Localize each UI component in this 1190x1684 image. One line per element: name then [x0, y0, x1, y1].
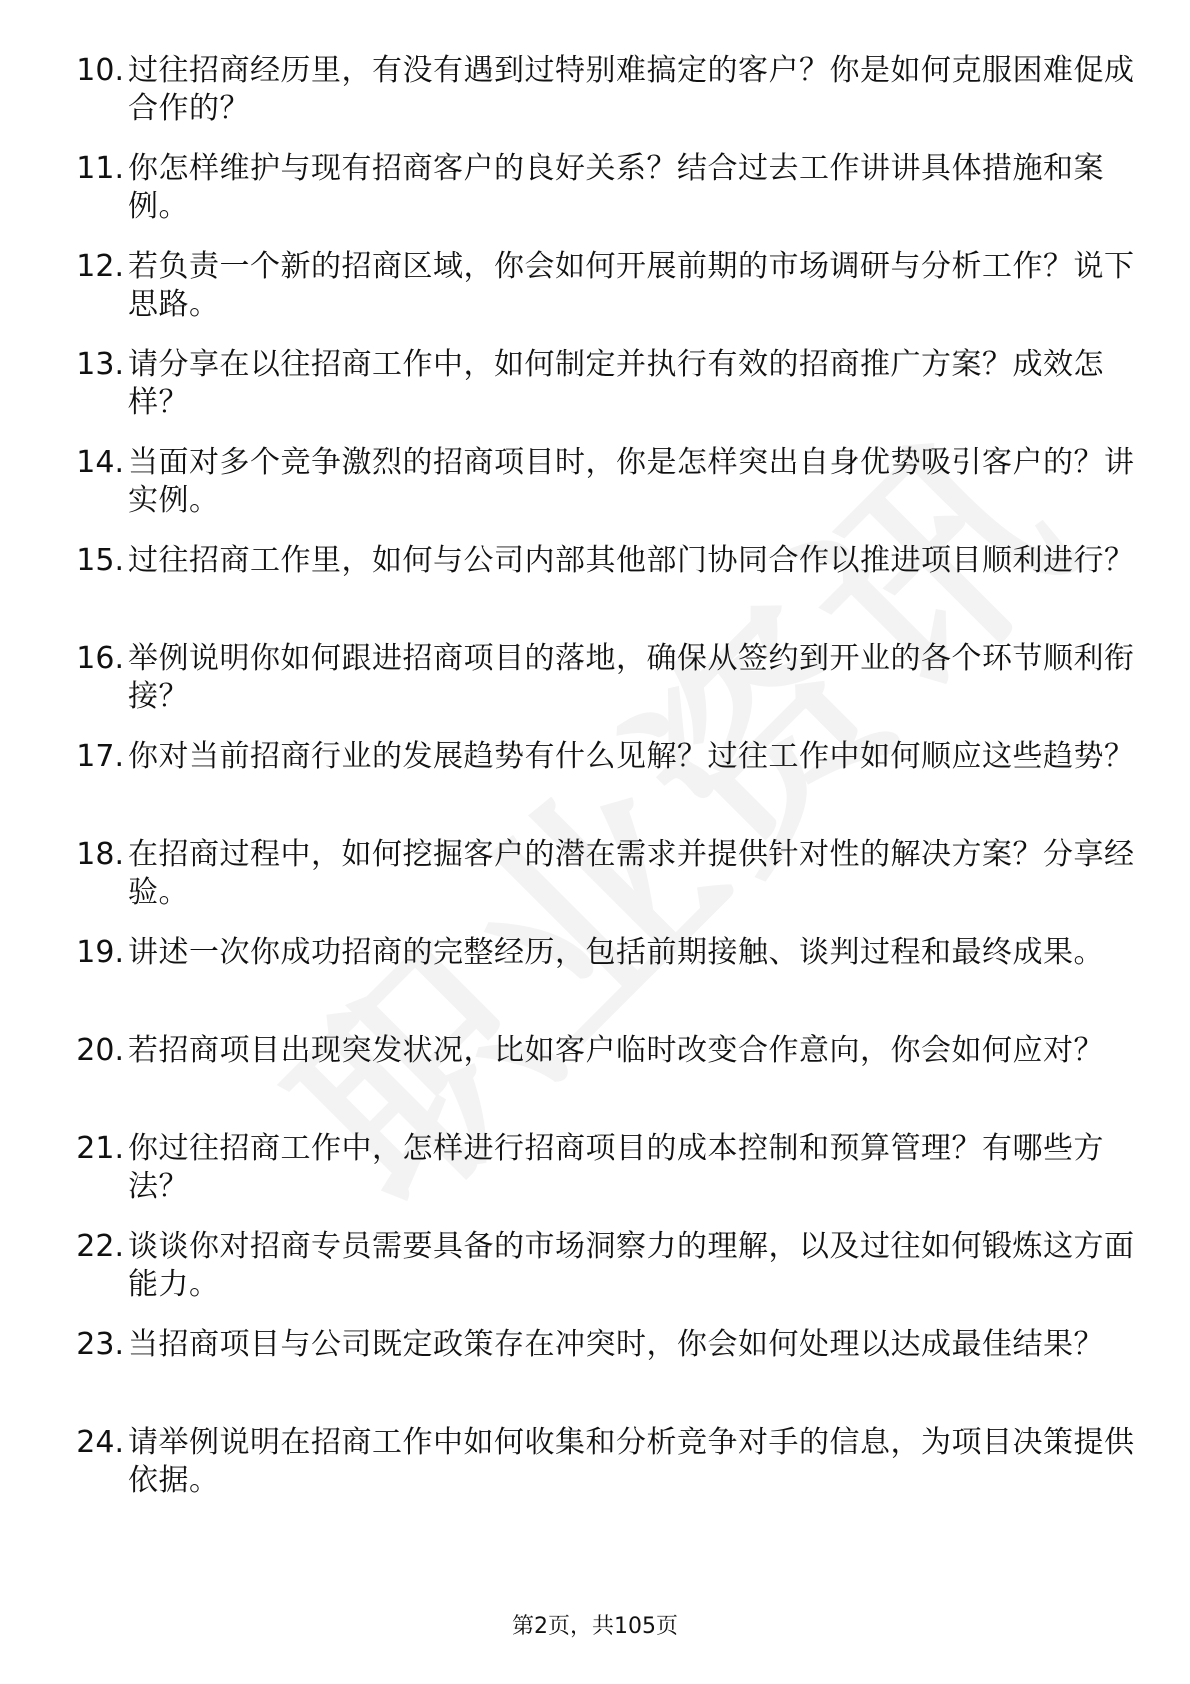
question-item — [58, 836, 1135, 934]
question-text: 过往招商经历里，有没有遇到过特别难搞定的客户？你是如何克服困难促成合作的？ — [128, 53, 1135, 126]
question-text: 谈谈你对招商专员需要具备的市场洞察力的理解，以及过往如何锻炼这方面能力。 — [128, 1229, 1135, 1302]
question-text: 讲述一次你成功招商的完整经历，包括前期接触、谈判过程和最终成果。 — [128, 935, 1104, 970]
question-item — [58, 346, 1118, 444]
question-number: 12. — [76, 249, 124, 284]
question-text: 你过往招商工作中，怎样进行招商项目的成本控制和预算管理？有哪些方法？ — [128, 1131, 1104, 1204]
question-item — [58, 738, 1135, 836]
question-text: 过往招商工作里，如何与公司内部其他部门协同合作以推进项目顺利进行？ — [128, 543, 1135, 578]
question-item — [58, 1130, 1118, 1228]
question-item — [58, 1326, 1118, 1424]
question-number: 19. — [76, 935, 124, 970]
question-text: 当面对多个竞争激烈的招商项目时，你是怎样突出自身优势吸引客户的？讲实例。 — [128, 445, 1135, 518]
question-item — [58, 640, 1135, 738]
question-text: 若负责一个新的招商区域，你会如何开展前期的市场调研与分析工作？说下思路。 — [128, 249, 1135, 322]
question-text: 当招商项目与公司既定政策存在冲突时，你会如何处理以达成最佳结果？ — [128, 1327, 1104, 1362]
question-text: 若招商项目出现突发状况，比如客户临时改变合作意向，你会如何应对？ — [128, 1033, 1104, 1068]
question-number: 24. — [76, 1425, 124, 1460]
question-number: 11. — [76, 151, 124, 186]
question-text: 请举例说明在招商工作中如何收集和分析竞争对手的信息，为项目决策提供依据。 — [128, 1425, 1135, 1498]
question-text: 在招商过程中，如何挖掘客户的潜在需求并提供针对性的解决方案？分享经验。 — [128, 837, 1135, 910]
question-item — [58, 1032, 1118, 1130]
question-item — [58, 934, 1118, 1032]
question-number: 22. — [76, 1229, 124, 1264]
question-item — [58, 1424, 1135, 1522]
question-text: 你对当前招商行业的发展趋势有什么见解？过往工作中如何顺应这些趋势？ — [128, 739, 1135, 774]
question-number: 10. — [76, 53, 124, 88]
question-item — [58, 1228, 1135, 1326]
question-list — [58, 52, 1135, 1522]
question-number: 15. — [76, 543, 124, 578]
question-number: 20. — [76, 1033, 124, 1068]
question-item — [58, 444, 1135, 542]
question-number: 14. — [76, 445, 124, 480]
question-item — [58, 150, 1118, 248]
question-number: 18. — [76, 837, 124, 872]
question-number: 13. — [76, 347, 124, 382]
question-item — [58, 248, 1135, 346]
question-number: 16. — [76, 641, 124, 676]
question-number: 21. — [76, 1131, 124, 1166]
question-number: 23. — [76, 1327, 124, 1362]
question-text: 你怎样维护与现有招商客户的良好关系？结合过去工作讲讲具体措施和案例。 — [128, 151, 1104, 224]
question-item — [58, 52, 1135, 150]
question-text: 举例说明你如何跟进招商项目的落地，确保从签约到开业的各个环节顺利衔接？ — [128, 641, 1135, 714]
question-text: 请分享在以往招商工作中，如何制定并执行有效的招商推广方案？成效怎样？ — [128, 347, 1104, 420]
page-footer: 第2页，共105页 — [512, 1614, 678, 1639]
question-item — [58, 542, 1135, 640]
question-number: 17. — [76, 739, 124, 774]
